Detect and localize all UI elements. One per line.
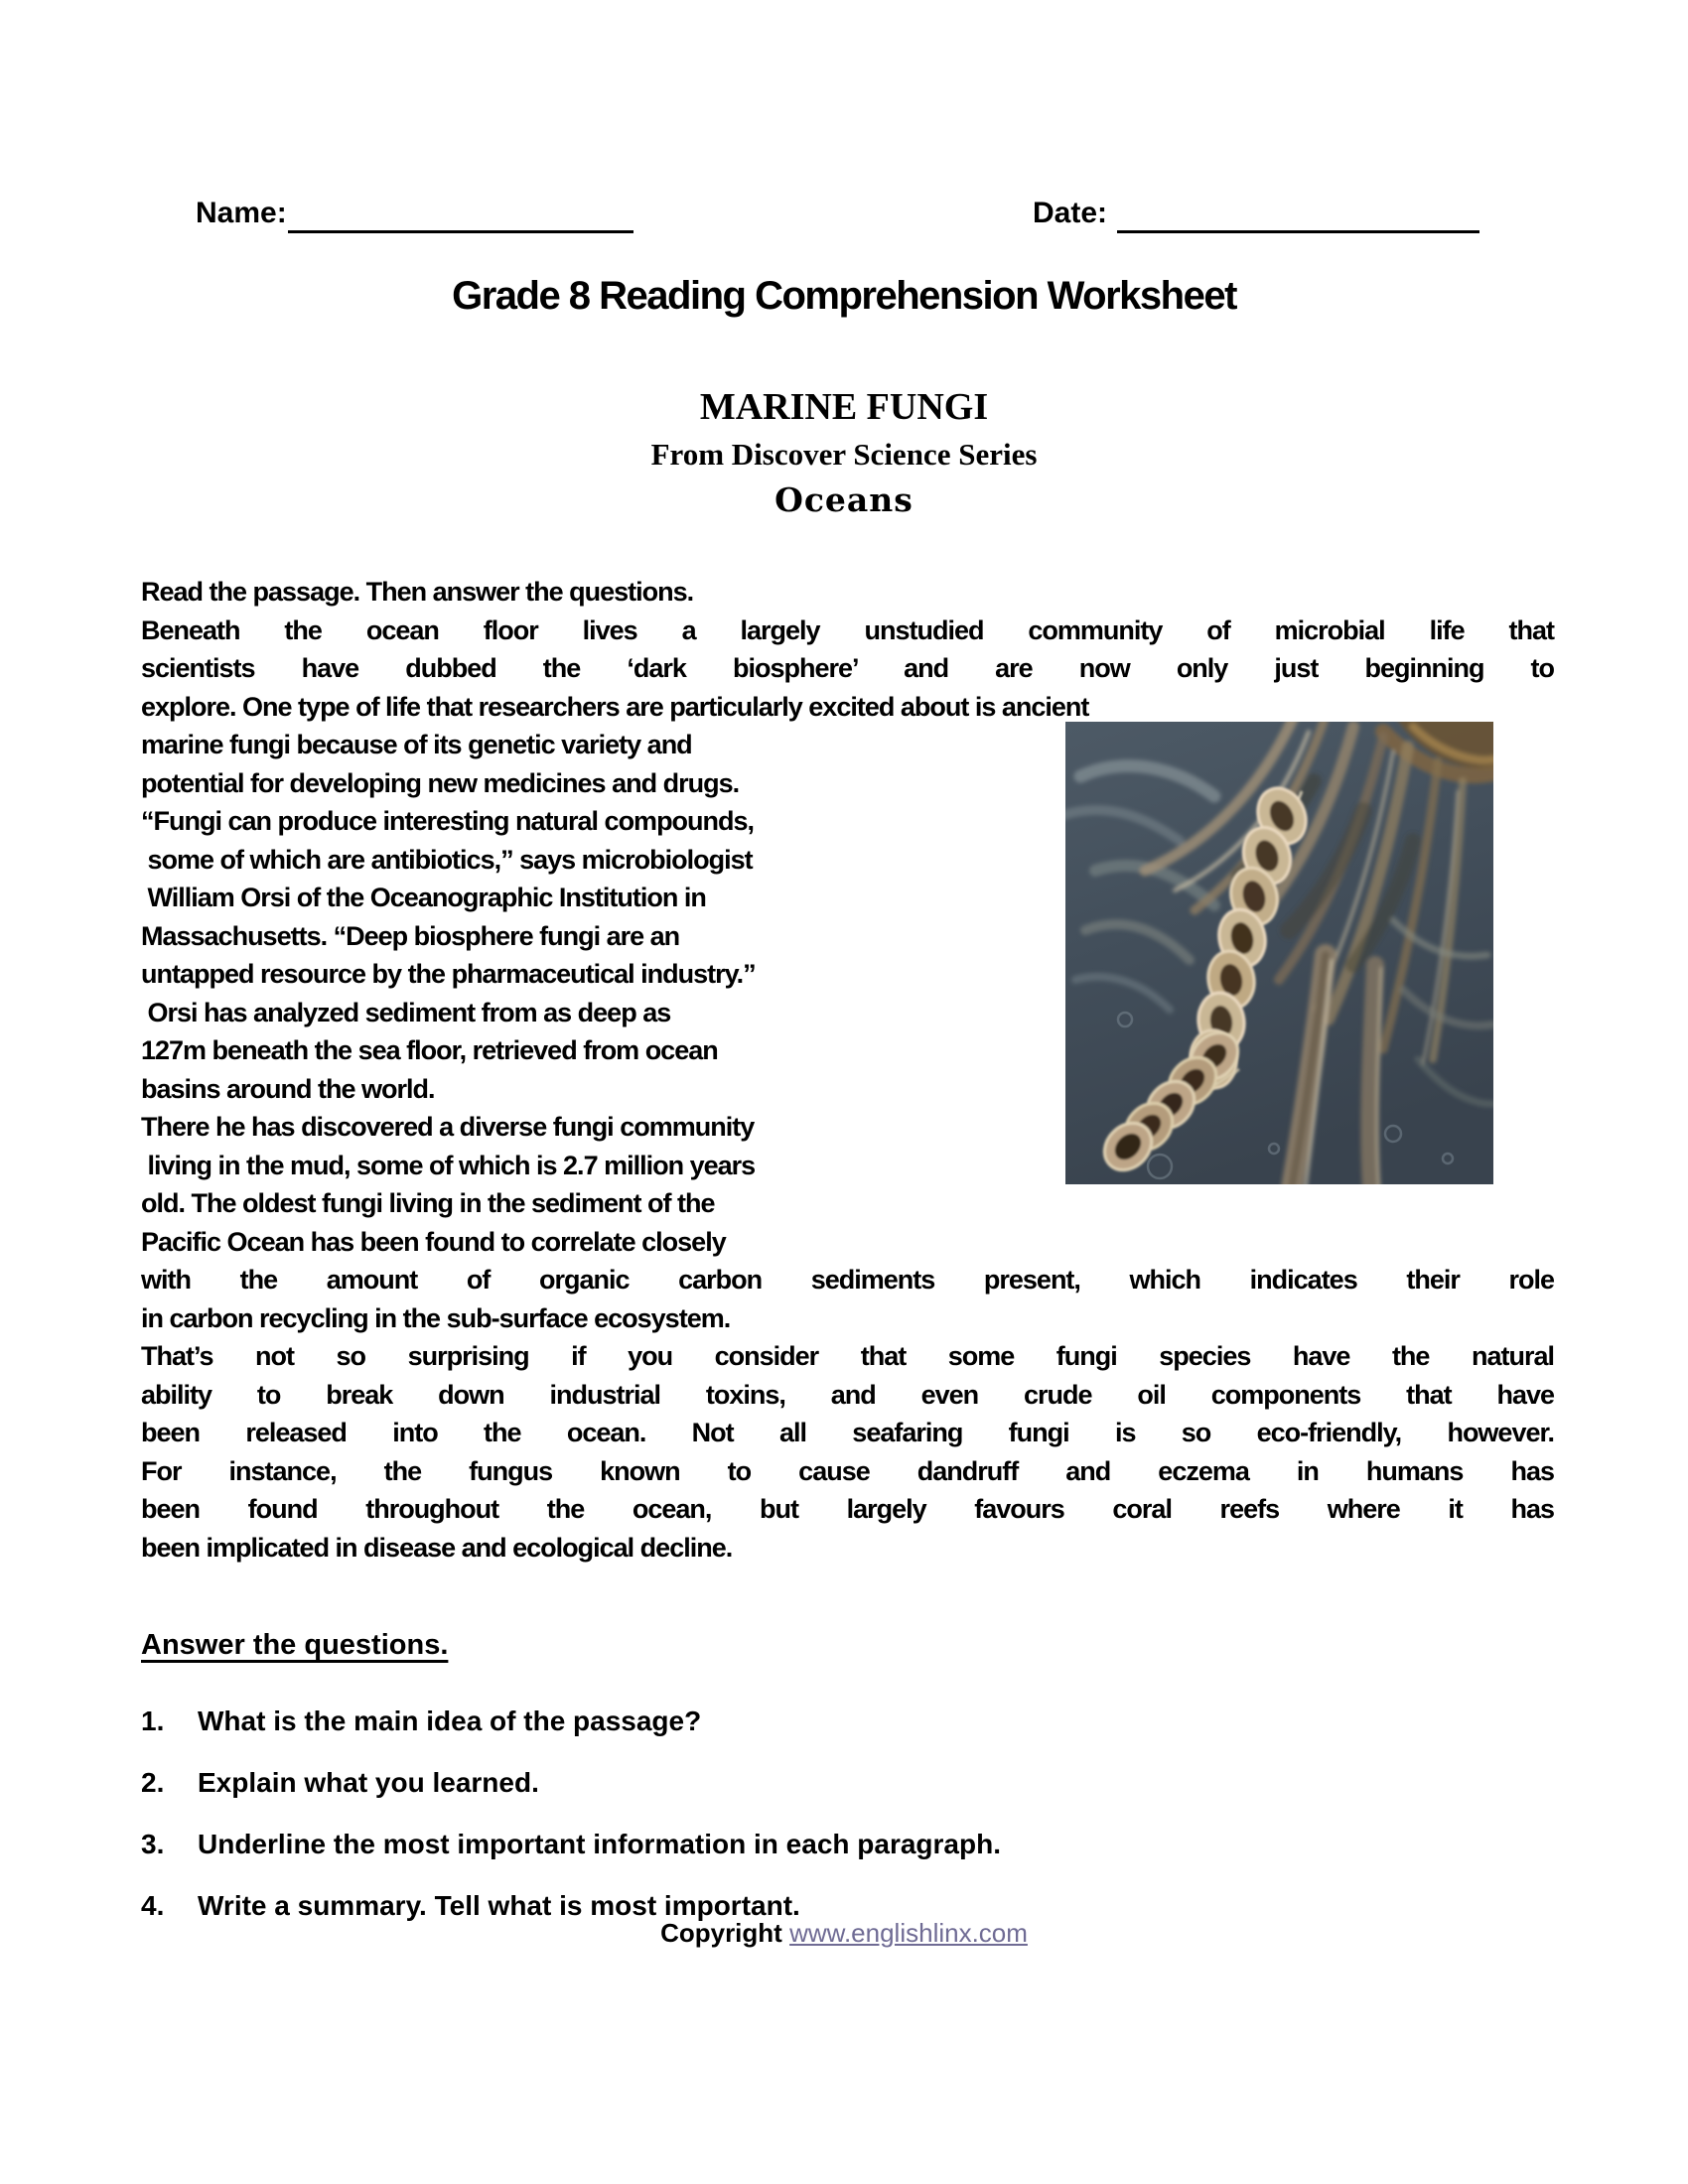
passage-line: “Fungi can produce interesting natural compounds,	[141, 806, 755, 836]
question-item	[141, 1706, 1554, 1767]
passage-line: scientists have dubbed the ‘dark biosphere’ and are now only just beginning to	[141, 653, 1554, 683]
copyright-label: Copyright	[660, 1918, 790, 1948]
fungi-micrograph-image	[1065, 722, 1493, 1184]
passage-line: Massachusetts. “Deep biosphere fungi are an	[141, 920, 680, 951]
passage-line: been released into the ocean. Not all seafaring fungi is so eco-friendly, however.	[141, 1418, 1554, 1447]
englishlinx-link[interactable]: www.englishlinx.com	[789, 1918, 1028, 1948]
question-number: 1.	[141, 1706, 165, 1736]
passage-line: some of which are antibiotics,” says microbiologist	[141, 844, 753, 875]
passage-line: William Orsi of the Oceanographic Institution in	[141, 883, 706, 912]
questions-list	[141, 1706, 1554, 1952]
question-number: 4.	[141, 1890, 165, 1921]
passage-line: Pacific Ocean has been found to correlate closely	[141, 1226, 726, 1257]
date-label: Date:	[1033, 197, 1108, 229]
date-blank-line	[1117, 201, 1479, 233]
footer	[0, 1918, 1688, 1949]
question-item	[141, 1767, 1554, 1829]
passage-line: untapped resource by the pharmaceutical industry.”	[141, 959, 756, 989]
passage-line: been found throughout the ocean, but largely favours coral reefs where it has	[141, 1494, 1554, 1524]
passage-line: explore. One type of life that researchers are particularly excited about is ancient	[141, 691, 1089, 722]
passage-line: in carbon recycling in the sub-surface ecosystem.	[141, 1302, 731, 1333]
passage-line: For instance, the fungus known to cause dandruff and eczema in humans has	[141, 1455, 1554, 1486]
header-row	[141, 197, 1554, 236]
question-text: What is the main idea of the passage?	[198, 1706, 702, 1736]
question-item	[141, 1829, 1554, 1890]
question-text: Explain what you learned.	[198, 1767, 539, 1798]
name-label: Name:	[196, 197, 287, 229]
passage-line: Orsi has analyzed sediment from as deep as	[141, 997, 671, 1027]
passage-line: Beneath the ocean floor lives a largely unstudied community of microbial life that	[141, 614, 1554, 645]
page-title: Grade 8 Reading Comprehension Worksheet	[452, 274, 1236, 318]
passage-line: been implicated in disease and ecological decline.	[141, 1532, 733, 1563]
passage-line: potential for developing new medicines and drugs.	[141, 767, 740, 798]
passage-line: with the amount of organic carbon sediments present, which indicates their role	[141, 1265, 1554, 1295]
name-blank-line	[288, 201, 633, 233]
passage-line: That’s not so surprising if you consider that some fungi species have the natural	[141, 1341, 1554, 1371]
questions-heading: Answer the questions.	[141, 1629, 449, 1661]
question-number: 2.	[141, 1767, 165, 1798]
passage-line: There he has discovered a diverse fungi community	[141, 1112, 755, 1142]
passage-line: ability to break down industrial toxins, and even crude oil components that have	[141, 1379, 1554, 1410]
passage-line: living in the mud, some of which is 2.7 million years	[141, 1150, 756, 1180]
passage-source: From Discover Science Series	[650, 437, 1038, 472]
passage-line: 127m beneath the sea floor, retrieved from ocean	[141, 1035, 718, 1065]
passage-instructions: Read the passage. Then answer the questions.	[141, 577, 694, 607]
passage-line: basins around the world.	[141, 1073, 435, 1104]
passage-line: old. The oldest fungi living in the sediment of the	[141, 1188, 715, 1218]
passage-line: marine fungi because of its genetic variety and	[141, 730, 692, 759]
question-text: Write a summary. Tell what is most important.	[198, 1890, 800, 1921]
passage-series: Oceans	[774, 480, 914, 519]
question-text: Underline the most important information in each paragraph.	[198, 1829, 1001, 1859]
passage-title: MARINE FUNGI	[699, 386, 989, 428]
question-number: 3.	[141, 1829, 165, 1859]
